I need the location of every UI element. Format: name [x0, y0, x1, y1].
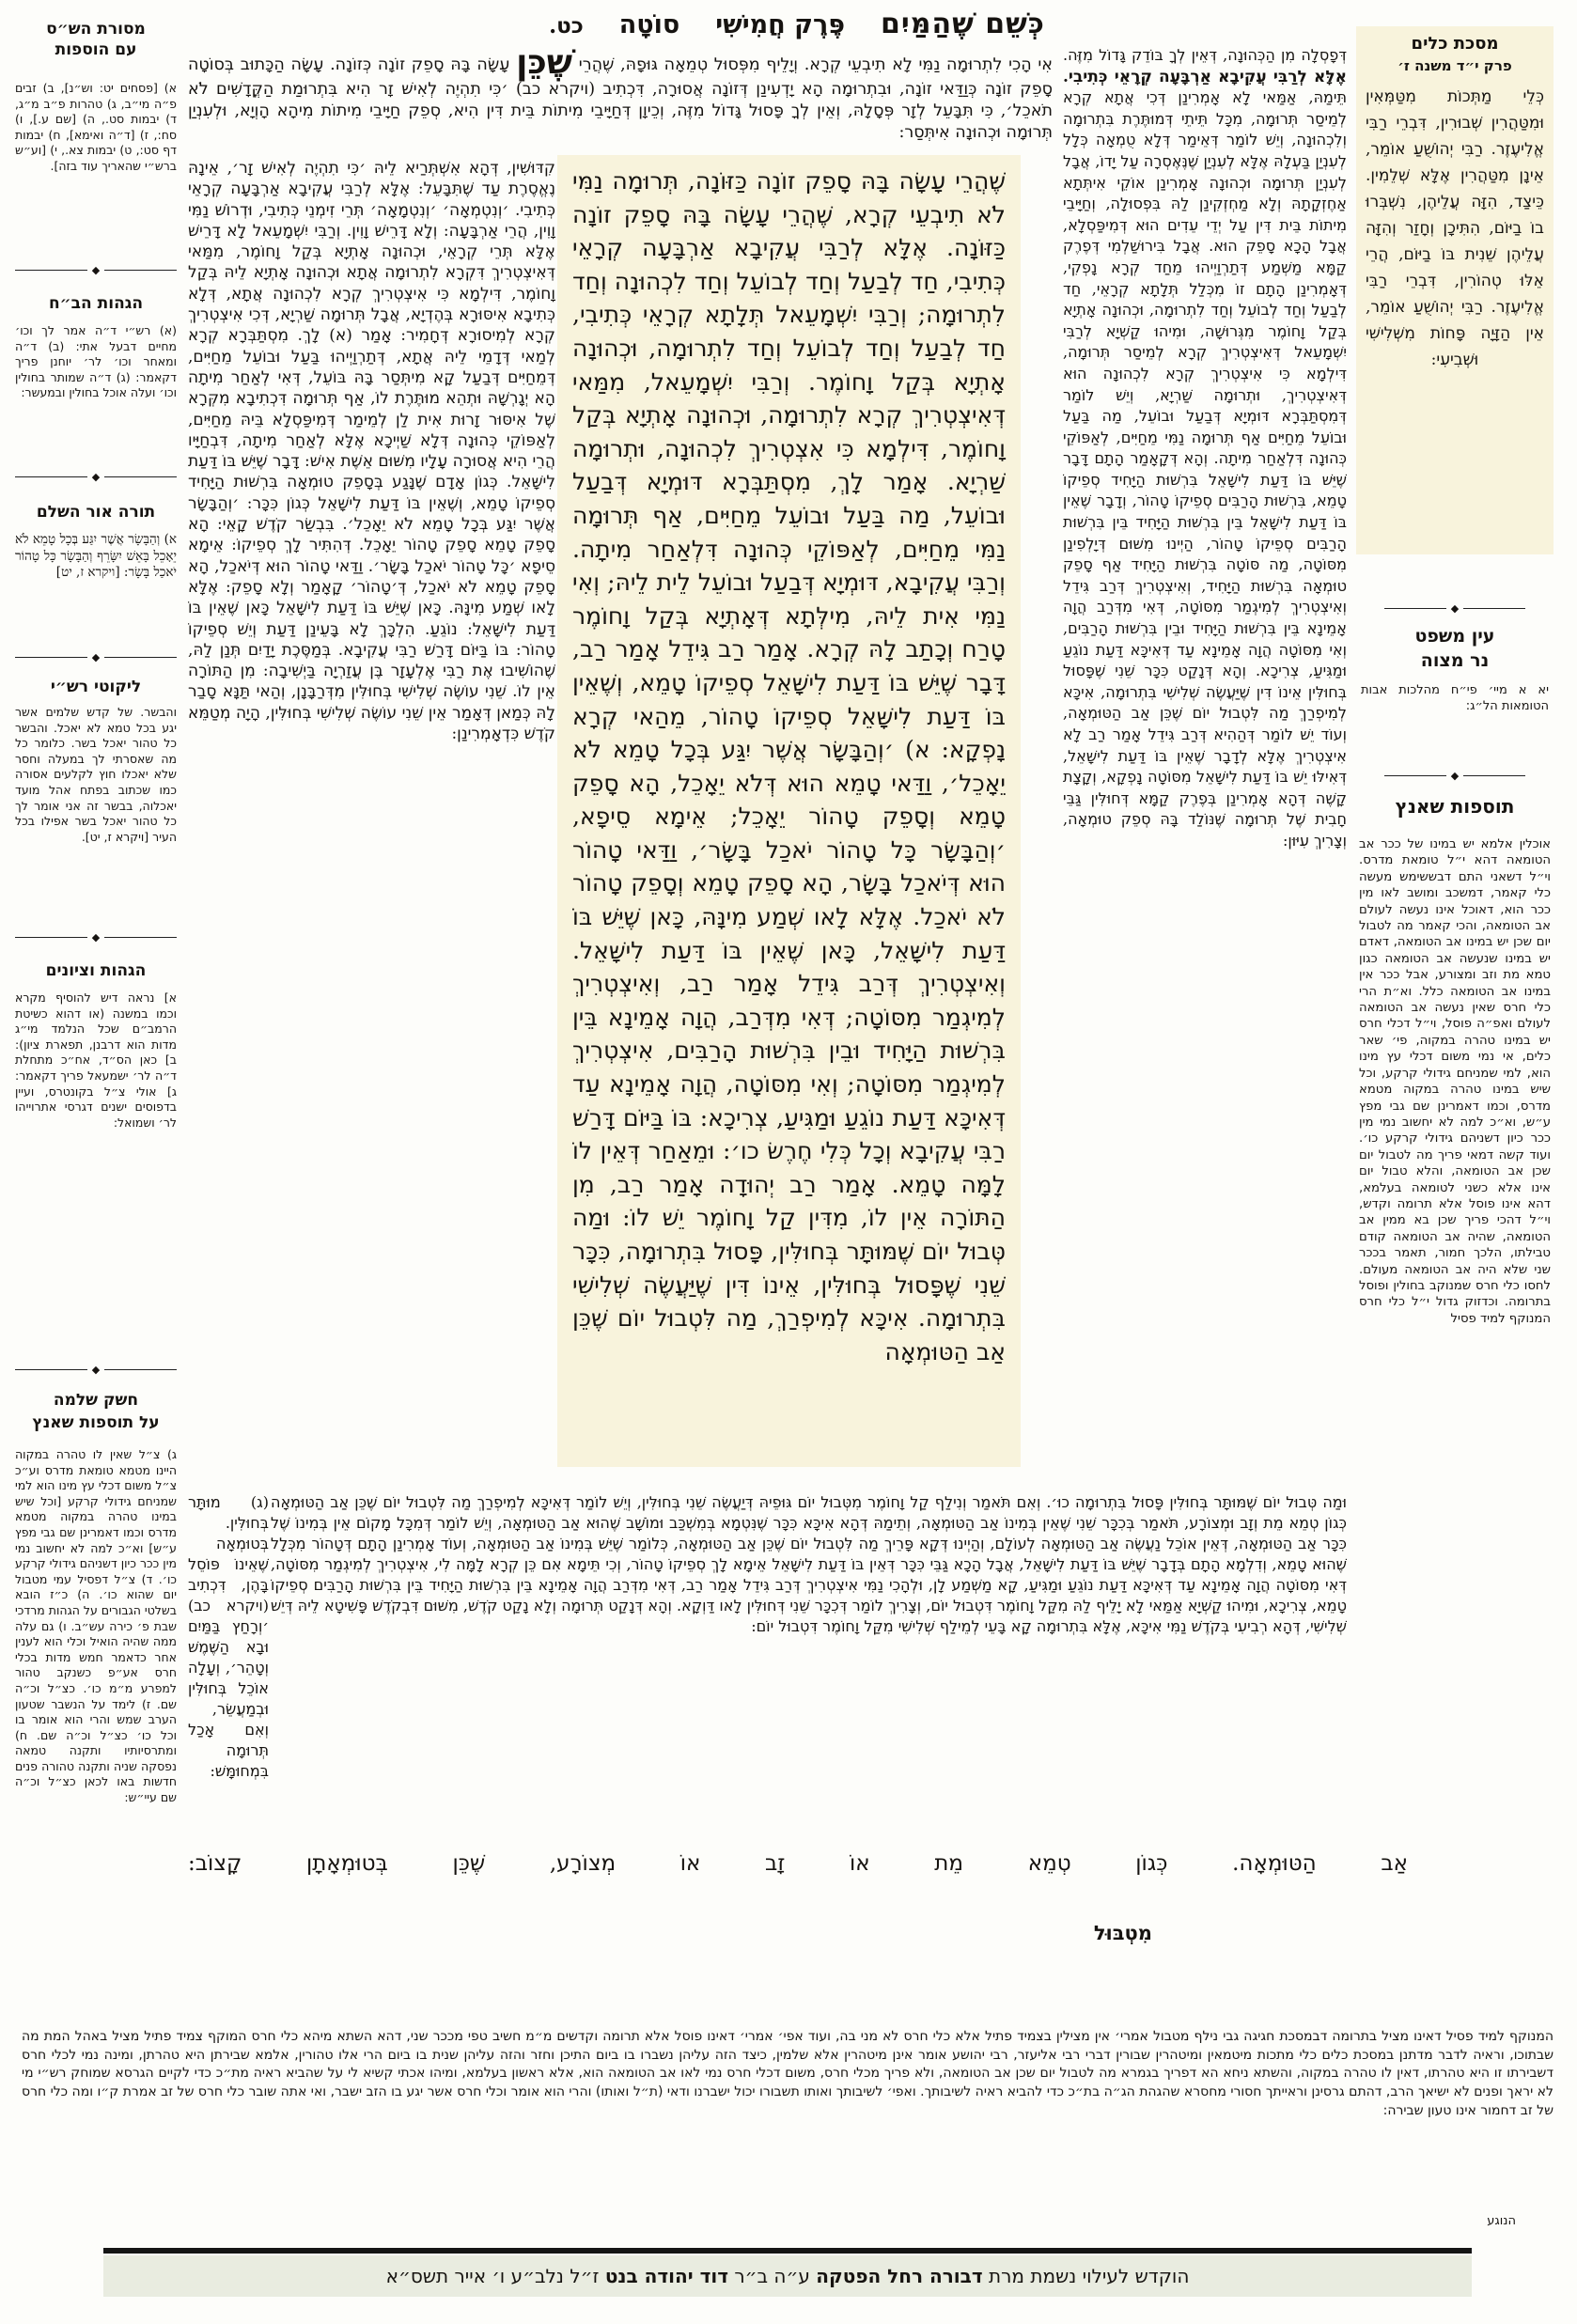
mishnah-box-title: מסכת כלים	[1411, 34, 1499, 54]
likutei-rashi-text: והבשר. של קדש שלמים אשר יגע בכל טמא לא יאכל. והבשר כל טהור יאכל בשר. כלומר כל מה שאסרתי לך במעלה וחסר שלא יאכלו חוץ לקלעים אסורה כמו שכתוב בפתח אהל מועד יאכלוה, בבשר זה אני אומר לך כל טהור יאכל בשר אפילו בכל העיר [ויקרא ז, יט].	[15, 705, 177, 844]
torah-or-text: א) וְהַבָּשָׂר אֲשֶׁר יִגַּע בְּכָל טָמֵא לֹא יֵאָכֵל בָּאֵשׁ יִשָּׂרֵף וְהַבָּשָׂר כָּל טָהוֹר יֹאכַל בָּשָׂר: [ויקרא ז, יט]	[15, 532, 177, 580]
mishnah-kelim-box	[1356, 26, 1554, 554]
dedication-name-1: דבורה רחל הפטקה	[816, 2265, 983, 2287]
tosafot-spillover: דְּפָסְלָה מִן הַכְּהוּנָה, דְּאֵין לְךָ בּוֹדֵק גָּדוֹל מִזֶּה.	[1063, 46, 1347, 64]
dedication-text	[386, 2265, 1190, 2287]
rashi-opening-lemma-rest: עָשָׂה בָּהּ סָפֵק זוֹנָה כְּזוֹנָה. עָשָׂה הַכָּתוּב בְּסוֹטָה סָפֵק זוֹנָה כְּוַדַּאי זוֹנָה, וּבִתְרוּמָה הָא יָדְעִינַן דְּזוֹנָה אֲסוּרָה, דִּכְתִיב (ויקרא כב) ׳כִּי תִהְיֶה לְאִישׁ זָר הִיא בִּתְרוּמַת הַקֳּדָשִׁים לֹא תֹאכֵל׳, כִּי תִּבָּעֵל לְזָר פְּסָלָהּ, וְאֵין לְךָ פָּסוּל גָּדוֹל מִזֶּה, וְכֵיוָן דְּחַיָּיבֵי מִיתוֹת בֵּית דִּין הִיא, סְפֵק חַיָּיבֵי מִיתוֹת מִיהָא הָוְיָא, וּלְעִנְיַן תְּרוּמָה וּכְהוּנָה אִיתְּסַר:	[188, 55, 1053, 142]
ornament-icon: ◆	[91, 265, 101, 275]
daf-number: כט.	[549, 13, 584, 39]
ornament-divider	[15, 652, 177, 663]
gemara-box	[557, 155, 1021, 1467]
hagahot-habach-header: הגהות הב״ח	[48, 294, 144, 313]
tosfot-shantz-column: אוכלין אלמא יש במינו של ככר אב הטומאה דהא י״ל טומאת מדרס. וי״ל דשאני התם דבששימש מעשה כלי קאמר, דמשכב ומושב לאו מין ככר הוא, דאוכל אינו נעשה לעולם אב הטומאה, והכי קאמר מה לטבול יום שכן יש במינו אב הטומאה, דאדם יש במינו שנעשה אב הטומאה כגון טמא מת וזב ומצורע, אבל ככר אין במינו אב הטומאה כלל. וא״ת הרי כלי חרס שאין נעשה אב הטומאה לעולם ואפ״ה פוסל, וי״ל דכלי חרס יש במינו טהרה במקוה, פי׳ שאר כלים, אי נמי משום דכלי עץ מינו הוא, למי שמניחם גידולי קרקע, וכל שיש במינו טהרה במקוה מטמא מדרס, וכמו דאמרינן שם גבי מפץ ע״ש, וא״כ למה לא יחשוב נמי מין ככר כיון דשניהם גידולי קרקע כו׳. ועוד קשה דמאי פריך מה לטבול יום שכן אב הטומאה, והלא טבול יום אינו אלא כשני לטומאה בעלמא, דהא אינו פוסל אלא תרומה וקדש, וי״ל דהכי פריך שכן בא ממין אב הטומאה, שהיה אב הטומאה קודם טבילתו, הלכך חמור, תאמר בככר שני שלא היה אב הטומאה מעולם. לחסו כלי חרס שמנוקב בחולין ופוסל בתרומה. וכדזוק גדול י״ל כלי חרס המנוקף למיד פסיל	[1359, 837, 1551, 1326]
hagahot-habach-text: (א) רש״י ד״ה אמר לך וכו׳ מחיים דבעל אתי: (ב) ד״ה ומאחר וכו׳ לר׳ יוחנן פריך דקאמר: (ג) ד״ה שמותר בחולין וכו׳ ועלה אוכל בחולין ובמעשר:	[15, 323, 177, 400]
mesoret-hashas-header	[15, 19, 177, 60]
dedication-rule	[103, 2248, 1472, 2254]
dedication-name-2: דוד יהודה בנט	[604, 2265, 728, 2287]
ornament-icon: ◆	[91, 652, 101, 663]
rashi-header-band	[188, 45, 1053, 152]
bottom-catchword: הנוגע	[1487, 2214, 1516, 2228]
tosafot-bottom-block: וּמַה טְּבוּל יוֹם שֶׁמּוּתָּר בְּחוּלִּין פָּסוּל בִּתְרוּמָה כוּ׳. וְאִם תֹּאמַר וְנִילַף קַל וָחוֹמֶר מִטְּבוּל יוֹם גּוּפֵיהּ דְּיַעֲשֶׂה שֵׁנִי בְּחוּלִּין, וְיֵשׁ לוֹמַר דְּאִיכָּא לְמִיפְרַךְ מַה לִּטְבוּל יוֹם שֶׁכֵּן אַב הַטּוּמְאָה כְּגוֹן טְמֵא מֵת וְזָב וּמְצוֹרָע, תֹּאמַר בְּכִכָּר שֵׁנִי שֶׁאֵין בְּמִינוֹ אַב הַטּוּמְאָה, וְתֵימַהּ דְּהָא אִיכָּא כִּכָּר שֶׁנִּטְמָא בְּמִשְׁכַּב וּמוֹשָׁב שֶׁהוּא אַב הַטּוּמְאָה, וְיֵשׁ לוֹמַר דְּמִכָּל מָקוֹם אֵין בְּמִינוֹ שֶׁל כִּכָּר אַב הַטּוּמְאָה, דְּאֵין אוֹכֵל נַעֲשֶׂה אַב הַטּוּמְאָה לְעוֹלָם, וְהַיְינוּ דְּקָא פָּרֵיךְ מַה לִּטְבוּל יוֹם שֶׁכֵּן אַב הַטּוּמְאָה, כְּלוֹמַר שֶׁיֵּשׁ בְּמִינוֹ אַב הַטּוּמְאָה, וְעוֹד אָמְרִינַן הָתָם דְּטָהוֹר מִכְּלָל שֶׁהוּא טָמֵא, וְדִלְמָא הָתָם בְּדָבָר שֶׁיֵּשׁ בּוֹ דַּעַת לִישָּׁאֵל, אֲבָל הָכָא גַּבֵּי כִּכָּר דְּאֵין בּוֹ דַּעַת לִישָּׁאֵל אֵימָא לָךְ סְפֵיקוֹ טָהוֹר, וְכִי תֵּימָא אִם כֵּן קְרָא לָמָּה לִי, אִיצְטְרִיךְ לְמִיגְמַר מִסּוֹטָה, דְּאִי מִסּוֹטָה הֲוָה אָמֵינָא עַד דְּאִיכָּא דַּעַת נוֹגֵעַ וּמַגִּיעַ, קָא מַשְׁמַע לָן, וּלְהָכִי נַמִּי אִיצְטְרִיךְ דְּרַב גִּידֵל אָמַר רַב, דְּאִי מִדְּרַב הֲוָה אָמֵינָא בֵּין בִּרְשׁוּת הַיָּחִיד בֵּין בִּרְשׁוּת הָרַבִּים סְפֵיקוֹ טָמֵא, צְרִיכָא, וּמִיהוּ קַשְׁיָא אַמַּאי לָא יָלֵיף לַהּ מִקַּל וָחוֹמֶר דִּטְבוּל יוֹם, וְצָרִיךְ לוֹמַר דְּכִכָּר שֵׁנִי דְּחוּלִּין לָאו דַּוְקָא. וְהָא דְּנָקַט תְּרוּמָה וְלָא נָקַט קֹדֶשׁ, מִשּׁוּם דִּבְקֹדֶשׁ פָּשִׁיטָא לֵיהּ דְּיֵשׁ שְׁלִישִׁי, דְּהָא רְבִיעִי בְּקֹדֶשׁ נַמִּי אִיכָּא, אֶלָּא בִּתְרוּמָה קָא בָּעֵי לְמֵילַף שְׁלִישִׁי מִקַּל וָחוֹמֶר דִּטְבוּל יוֹם:	[271, 1493, 1347, 1635]
cheshek-shlomo-title-2: על תוספות שאנץ	[32, 1413, 160, 1432]
dedication-middle: ע״ה ב״ר	[727, 2265, 817, 2287]
mesoret-hashas-text: א) [פסחים יט: וש״נ], ב) זבים פ״ה מי״ב, ג) טהרות פ״ב מ״ג, ד) יבמות סט., ה) [שם ע.], ו) סח:, ז) [ד״ה ואימא], ח) יבמות דף סט:, ט) יבמות צא., י) [וע״ש ברש״י שהאריך עוד בזה].	[15, 81, 177, 173]
ornament-divider	[1384, 771, 1525, 781]
cheshek-shlomo-title-1: חשק שלמה	[53, 1391, 139, 1410]
ornament-divider	[15, 472, 177, 482]
ornament-divider	[15, 1365, 177, 1375]
ornament-icon: ◆	[1450, 603, 1460, 614]
tosafot-column	[1063, 45, 1347, 1489]
masechet-label: סוֹטָה	[618, 10, 680, 39]
ein-mishpat-header	[1356, 624, 1554, 673]
rashi-final-line: אַב הַטּוּמְאָה. כְּגוֹן טְמֵא מֵת אוֹ זָב אוֹ מְצוֹרָע, שֶׁכֵּן בְּטוּמְאָתָן קָצוֹב:	[188, 1851, 1408, 1876]
ornament-icon: ◆	[1450, 771, 1460, 781]
mishnah-box-subtitle: פרק י״ד משנה ז׳	[1397, 57, 1512, 74]
tosafot-opening-lemma: אֶלָּא לְרַבִּי עֲקִיבָא אַרְבָּעָה קְרָאֵי כְּתִיבִי.	[1063, 67, 1347, 86]
ornament-icon: ◆	[91, 1365, 101, 1375]
dedication-prefix: הוקדש לעילוי נשמת מרת	[982, 2265, 1190, 2287]
ornament-icon: ◆	[91, 932, 101, 943]
mesoret-hashas-title-2: עם הוספות	[55, 40, 137, 59]
rashi-opening-word: שֶׁכֵּן	[516, 45, 573, 82]
page-header	[468, 8, 1126, 45]
ornament-divider	[1384, 603, 1525, 614]
hagahot-vetziyunim-text: א] נראה דיש להוסיף מקרא וכמו במשנה (או דהוא כשיטת הרמב״ם שכל הנלמד מי״ג מדות הוא דרבנן, תפארת ציון): ב] כאן הס״ד, אח״כ מתחלת ד״ה לר׳ ישמעאל פריך דקאמר: ג] אולי צ״ל בקונטרס, ועיין בדפוסים ישנים דגרסי אתרוייהו לר׳ ושמואל:	[15, 990, 177, 1130]
tosfot-shantz-header: תוספות שאנץ	[1395, 795, 1515, 818]
chapter-title: כְּשֵׁם שֶׁהַמַּיִם	[881, 8, 1045, 40]
dedication-suffix: ז״ל נלב״ע ו׳ אייר תשס״א	[385, 2265, 605, 2287]
perek-label: פֶּרֶק חֲמִישִׁי	[715, 10, 846, 39]
torah-or-header: תורה אור השלם	[36, 503, 156, 522]
gemara-catchword: מִטְבּוּל	[1093, 1921, 1152, 1944]
gemara-text: שֶׁהֲרֵי עָשָׂה בָּהּ סָפֵק זוֹנָה כַּזּוֹנָה, תְּרוּמָה נַמִּי לֹא תִיבְעֵי קְרָא, שֶׁהֲרֵי עָשָׂה בָּהּ סָפֵק זוֹנָה כַּזּוֹנָה. אֶלָּא לְרַבִּי עֲקִיבָא אַרְבָּעָה קְרָאֵי כְּתִיבִי, חַד לְבַעַל וְחַד לְבוֹעֵל וְחַד לִכְהוּנָה וְחַד לִתְרוּמָה; וְרַבִּי יִשְׁמָעֵאל תְּלָתָא קְרָאֵי כְּתִיבִי, חַד לְבַעַל וְחַד לְבוֹעֵל וְחַד לִתְרוּמָה, וּכְהוּנָה אָתְיָא בְּקַל וָחוֹמֶר. וְרַבִּי יִשְׁמָעֵאל, מִמַּאי דְּאִיצְטְרִיךְ קְרָא לִתְרוּמָה, וּכְהוּנָה אָתְיָא בְּקַל וָחוֹמֶר, דִּילְמָא כִּי אִצְטְרִיךְ לִכְהוּנָה, וּתְרוּמָה שַׁרְיָא. אָמַר לָךְ, מִסְתַּבְּרָא דּוּמְיָא דְּבַעַל וּבוֹעֵל, מַה בַּעַל וּבוֹעֵל מֵחַיִּים, אַף תְּרוּמָה נַמִּי מֵחַיִּים, לְאַפּוֹקֵי כְּהוּנָה דִּלְאַחַר מִיתָה. וְרַבִּי עֲקִיבָא, דּוּמְיָא דְּבַעַל וּבוֹעֵל לֵית לֵיהּ; וְאִי נַמִּי אִית לֵיהּ, מִילְּתָא דְּאָתְיָא בְּקַל וָחוֹמֶר טָרַח וְכָתַב לָהּ קְרָא. אָמַר רַב גִּידֵל אָמַר רַב, דָּבָר שֶׁיֵּשׁ בּוֹ דַּעַת לִישָּׁאֵל סְפֵיקוֹ טָמֵא, וְשֶׁאֵין בּוֹ דַּעַת לִישָּׁאֵל סְפֵיקוֹ טָהוֹר, מֵהַאי קְרָא נָפְקָא: א) ׳וְהַבָּשָׂר אֲשֶׁר יִגַּע בְּכָל טָמֵא לֹא יֵאָכֵל׳, וַדַּאי טָמֵא הוּא דְּלֹא יֵאָכֵל, הָא סָפֵק טָמֵא וְסָפֵק טָהוֹר יֵאָכֵל; אֵימָא סֵיפָא, ׳וְהַבָּשָׂר כָּל טָהוֹר יֹאכַל בָּשָׂר׳, וַדַּאי טָהוֹר הוּא דְּיֹאכַל בָּשָׂר, הָא סָפֵק טָמֵא וְסָפֵק טָהוֹר לֹא יֹאכַל. אֶלָּא לָאו שְׁמַע מִינָּהּ, כָּאן שֶׁיֵּשׁ בּוֹ דַּעַת לִישָּׁאֵל, כָּאן שֶׁאֵין בּוֹ דַּעַת לִישָּׁאֵל. וְאִיצְטְרִיךְ דְּרַב גִּידֵל אָמַר רַב, וְאִיצְטְרִיךְ לְמִיגְמַר מִסּוֹטָה; דְּאִי מִדְּרַב, הֲוָה אָמֵינָא בֵּין בִּרְשׁוּת הַיָּחִיד וּבֵין בִּרְשׁוּת הָרַבִּים, אִיצְטְרִיךְ לְמִיגְמַר מִסּוֹטָה; וְאִי מִסּוֹטָה, הֲוָה אָמֵינָא עַד דְּאִיכָּא דַּעַת נוֹגֵעַ וּמַגִּיעַ, צְרִיכָא: בּוֹ בַּיּוֹם דָּרַשׁ רַבִּי עֲקִיבָא וְכָל כְּלִי חֶרֶשׂ כו׳: וּמֵאַחַר דְּאֵין לוֹ לָמָּה טָמֵא. אָמַר רַב יְהוּדָה אָמַר רַב, מִן הַתּוֹרָה אֵין לוֹ, מִדִּין קַל וָחוֹמֶר יֵשׁ לוֹ: וּמַה טְּבוּל יוֹם שֶׁמּוּתָּר בְּחוּלִּין, פָּסוּל בִּתְרוּמָה, כִּכָּר שֵׁנִי שֶׁפָּסוּל בְּחוּלִּין, אֵינוֹ דִּין שֶׁיַּעֲשֶׂה שְׁלִישִׁי בִּתְרוּמָה. אִיכָּא לְמִיפְרַךְ, מַה לִּטְבוּל יוֹם שֶׁכֵּן אַב הַטּוּמְאָה	[572, 167, 1006, 1365]
rashi-side-strip: (ג) מוּתָּר בְּחוּלִּין. בְּטוּמְאָה שֶׁאֵינוֹ פּוֹסֵל בָּהֶן, דִּכְתִיב (ויקרא כב) ׳וְרָחַץ בַּמַּיִם וּבָא הַשֶּׁמֶשׁ וְטָהֵר׳, וְעָלָה אוֹכֵל בְּחוּלִּין וּבְמַעֲשֵׂר, וְאִם אָכַל תְּרוּמָה בִּמְחוּמָּשׁ:	[188, 1493, 269, 1780]
likutei-rashi-header: ליקוטי רש״י	[50, 678, 142, 696]
tosafot-body: תֵּימַהּ, אַמַּאי לָא אָמְרִינַן דְּכִי אֲתָא קְרָא לְמֵיסַר תְּרוּמָה, מִכָּל תֵּיתֵי דְּמוּתֶּרֶת בִּתְרוּמָה וְלִכְהוּנָה, וְיֵשׁ לוֹמַר דְּאֵימַר דְּלָא טֻמְאָה כְּלָל לְעִנְיַן בַּעְלָהּ אֶלָּא לְעִנְיַן שֶׁנֶּאֶסְרָה עַל יָדוֹ, אֲבָל לְעִנְיַן תְּרוּמָה וּכְהוּנָה אָמְרִינַן אוֹקֵי אִיתְּתָא אַחֶזְקָתָהּ וְלָא מַחְזְקִינַן לַהּ בִּפְסוּלָה, וְחַיָּיבֵי מִיתוֹת בֵּית דִּין עַל יְדֵי עֵדִים הוּא דְּמִיפַּסְלָא, אֲבָל הָכָא סָפֵק הוּא. אֲבָל בִּירוּשַׁלְמִי דְּפֶרֶק קַמָּא מַשְׁמַע דְּתַרְוַיְיהוּ מֵחַד קְרָא נָפְקִי, דְּאָמְרִינַן הָתָם זוֹ מִכְּלַל תְּלָתָא קְרָאֵי, חַד לְבַעַל וְחַד לְבוֹעֵל וְחַד לִתְרוּמָה, וּכְהוּנָה אָתְיָא בְּקַל וָחוֹמֶר מִגְּרוּשָׁה, וּמִיהוּ קַשְׁיָא לְרַבִּי יִשְׁמָעֵאל דְּאִיצְטְרִיךְ קְרָא לְמֵיסַר תְּרוּמָה, דִּילְמָא כִּי אִיצְטְרִיךְ קְרָא לִכְהוּנָה הוּא דְּאִיצְטְרִיךְ, וּתְרוּמָה שַׁרְיָא, וְיֵשׁ לוֹמַר דְּמִסְתַּבְּרָא דּוּמְיָא דְּבַעַל וּבוֹעֵל, מַה בַּעַל וּבוֹעֵל מֵחַיִּים אַף תְּרוּמָה נַמִּי מֵחַיִּים, לְאַפּוֹקֵי כְּהוּנָה דִּלְאַחַר מִיתָה. וְהָא דְּקָאָמַר הָתָם דָּבָר שֶׁיֵּשׁ בּוֹ דַּעַת לִישָּׁאֵל בִּרְשׁוּת הַיָּחִיד סְפֵיקוֹ טָמֵא, בִּרְשׁוּת הָרַבִּים סְפֵיקוֹ טָהוֹר, וְדָבָר שֶׁאֵין בּוֹ דַּעַת לִישָּׁאֵל בֵּין בִּרְשׁוּת הַיָּחִיד בֵּין בִּרְשׁוּת הָרַבִּים סְפֵיקוֹ טָהוֹר, הַיְינוּ מִשּׁוּם דְּיָלְפִינַן מִסּוֹטָה, מַה סּוֹטָה בִּרְשׁוּת הַיָּחִיד אַף סָפֵק טוּמְאָה בִּרְשׁוּת הַיָּחִיד, וְאִיצְטְרִיךְ דְּרַב גִּידֵל וְאִיצְטְרִיךְ לְמִיגְמַר מִסּוֹטָה, דְּאִי מִדְּרַב הֲוָה אָמֵינָא בֵּין בִּרְשׁוּת הַיָּחִיד וּבֵין בִּרְשׁוּת הָרַבִּים, וְאִי מִסּוֹטָה הֲוָה אָמֵינָא עַד דְּאִיכָּא דַּעַת נוֹגֵעַ וּמַגִּיעַ, צְרִיכָא. וְהָא דְּנָקַט כִּכָּר שֵׁנִי שֶׁפָּסוּל בְּחוּלִּין אֵינוֹ דִּין שֶׁיַּעֲשֶׂה שְׁלִישִׁי בִּתְרוּמָה, אִיכָּא לְמִיפְרַךְ מַה לִּטְבוּל יוֹם שֶׁכֵּן אַב הַטּוּמְאָה, וְעוֹד יֵשׁ לוֹמַר דְּהַהִיא דְּרַב גִּידֵל אָמַר רַב לָא אִיצְטְרִיךְ אֶלָּא לְדָבָר שֶׁאֵין בּוֹ דַּעַת לִישָּׁאֵל, דְּאִילּוּ יֵשׁ בּוֹ דַּעַת לִישָּׁאֵל מִסּוֹטָה נָפְקָא, וְקָצָת קָשֶׁה דְּהָא אָמְרִינַן בְּפֶרֶק קַמָּא דְּחוּלִּין גַּבֵּי חָבִית שֶׁל תְּרוּמָה שֶׁנּוֹלַד בָּהּ סְפֵק טוּמְאָה, וְצָרִיךְ עִיּוּן:	[1063, 88, 1347, 850]
cheshek-shlomo-header	[15, 1389, 177, 1434]
ornament-icon: ◆	[91, 472, 101, 482]
mesoret-hashas-title-1: מסורת הש״ס	[46, 20, 146, 39]
hagahot-vetziyunim-header: הגהות וציונים	[45, 961, 147, 980]
ein-mishpat-title-1: עין משפט	[1414, 626, 1495, 647]
tosfot-shantz-bottom-block: המנוקף למיד פסיל דאינו מציל בתרומה דבמסכת חגיגה גבי נילף מטבול אמרי׳ אין מצילין בצמיד פתיל אלא כלי חרס לא מני בה, ועוד אפי׳ אמרי׳ דאינו פוסל אלא תרומה וקדשים מ״מ חשיב טפי מככר שני, דהא השתא מיהא כלי חרס המוקף צמיד פתיל מציל באהל המת מה שבתוכו, וראיה לדבר מדתנן במסכת כלים כלי מתכות מיטמאין ומיטהרין שבורין דברי רבי אליעזר, רבי יהושע אומר אינן מיטהרין אלא שלמין, כיצד הזה עליהן נשברו בו ביום התיכן וחזר והזה עליהן שנית בו ביום הרי אלו טהורין, אלמא שבירתן היא טהרתן, ומינה נמי לכלי חרס דשבירתו זו היא טהרתו, דאין לו טהרה במקוה, והשתא ניחא הא דפריך בגמרא מה לטבול יום שכן אב הטומאה, ולא פריך מכלי חרס, משום דכלי חרס נמי לאו אב הטומאה הוא, אלא ראשון בעלמא, ומיהו אכתי קשיא לי על שהביא ראיה מת״כ כדי לקיים הגרסא שמוחק רש״י מי לא יראך ופנים לא ישיאך הרב, דהתם גרסינן וראייתך חסורי מחסרא שהגהת הג״ה בת״כ כדי להביא ראיה לשיבותך. ואפי׳ לשיבותך ואותו תשבורו יכול ישברנו ודאי (ת״ל ואותו) והרי הוא אומר וכלי חרס אשר יגע בו הזב ישבר, ואי אתה שובר כלי חרס של זב אמרת ק״ו ומה כלי חרס של זב דחמור אינו טעון שבירה:	[22, 2029, 1554, 2118]
ein-mishpat-entry: יא א מיי׳ פי״ח מהלכות אבות הטומאות הל״ג:	[1361, 683, 1549, 713]
rashi-column: קִדּוּשִׁין, דְּהָא אִשְׁתְּרַיא לֵיהּ ׳כִּי תִהְיֶה לְאִישׁ זָר׳, אֵינָהּ נֶאֱסֶרֶת עַד שֶׁתִּבָּעֵל: אֶלָּא לְרַבִּי עֲקִיבָא אַרְבָּעָה קְרָאֵי כְּתִיבִי. ׳וְנִטְמְאָה׳ ׳וְנִטְמָאָה׳ תְּרֵי זִימְנֵי כְּתִיבִי, וּדְרוֹשׁ נַמִּי וָוִין, הֲרֵי אַרְבָּעָה: וְלָא דָּרֵישׁ וָוִין. וְרַבִּי יִשְׁמָעֵאל לָא דָּרֵישׁ אֶלָּא תְּרֵי קְרָאֵי, וּכְהוּנָה אָתְיָא בְּקַל וָחוֹמֶר, מִמַּאי דְּאִיצְטְרִיךְ דִּקְרָא לִתְרוּמָה אֲתָא וּכְהוּנָה אָתְיָא לֵיהּ בְּקַל וָחוֹמֶר, דִּילְמָא כִּי אִיצְטְרִיךְ קְרָא לִכְהוּנָה אֲתָא, דְּלָא כְּתִיבָא אִיסּוּרָא בְּהֶדְיָא, אֲבָל תְּרוּמָה שַׁרְיָא, דְּכִי אִיצְטְרִיךְ קְרָא לְמִיסוּרָא דְּחָמִיר: אָמַר (א) לָךְ. מִסְתַּבְּרָא קְרָא לְמַאי דְּדָמֵי לֵיהּ אֲתָא, דְּתַרְוַיְיהוּ בַּעַל וּבוֹעֵל מֵחַיִּים, דְּמֵחַיִּים דְּבַעַל קָא מִיתְּסַר בָּהּ בּוֹעֵל, דְּאִי לְאַחַר מִיתָה הָא יְגָרְשָׁהּ וּתְהֵא מוּתֶּרֶת לוֹ, אַף תְּרוּמָה דִּכְתִיבָא מִקְּרָא שֶׁל אִיסּוּר זָרוּת אִית לַן לְמֵימַר דְּמִיפַּסְלָא בֵּיהּ מֵחַיִּים, לְאַפּוֹקֵי כְּהוּנָה דְּלָא שַׁיְיכָא אֶלָּא לְאַחַר מִיתָה, דִּבְחַיָּיו הֲרֵי הִיא אֲסוּרָה עָלָיו מִשּׁוּם אֵשֶׁת אִישׁ: דָּבָר שֶׁיֵּשׁ בּוֹ דַּעַת לִישָּׁאֵל. כְּגוֹן אָדָם שֶׁנָּגַע בְּסָפֵק טוּמְאָה בִּרְשׁוּת הַיָּחִיד סְפֵיקוֹ טָמֵא, וְשֶׁאֵין בּוֹ דַּעַת לִישָּׁאֵל כְּגוֹן כִּכָּר: ׳וְהַבָּשָׂר אֲשֶׁר יִגַּע בְּכָל טָמֵא לֹא יֵאָכֵל׳. בִּבְשַׂר קֹדֶשׁ קָאֵי: הָא סָפֵק טָמֵא סָפֵק טָהוֹר יֵאָכֵל. דְּהִתִּיר לָךְ סְפֵיקוֹ: אֵימָא סֵיפָא ׳כָּל טָהוֹר יֹאכַל בָּשָׂר׳. וַדַּאי טָהוֹר הוּא דְּיֹאכַל, הָא סָפֵק טָמֵא לֹא יֹאכַל, דְּ׳טָהוֹר׳ קָאָמַר וְלָא סָפֵק: אֶלָּא לָאו שְׁמַע מִינָּהּ. כָּאן שֶׁיֵּשׁ בּוֹ דַּעַת לִישָּׁאֵל כָּאן שֶׁאֵין בּוֹ דַּעַת לִישָּׁאֵל: נוֹגֵעַ. הִלְכָּךְ לָא בָּעֵינַן דַּעַת וְיֵשׁ סְפֵיקוֹ טָהוֹר: בּוֹ בַּיּוֹם דָּרַשׁ רַבִּי עֲקִיבָא. בְּמַסֶּכֶת יָדַיִם תְּנַן לַהּ, שֶׁהוֹשִׁיבוּ אֶת רַבִּי אֶלְעָזָר בֶּן עֲזַרְיָה בַּיְשִׁיבָה: מִן הַתּוֹרָה אֵין לוֹ. שֵׁנִי עוֹשֶׂה שְׁלִישִׁי בְּחוּלִּין מִדְּרַבָּנָן, וְהַאי תַּנָּא סָבַר לָהּ כְּמַאן דְּאָמַר אֵין שֵׁנִי עוֹשֶׂה שְׁלִישִׁי בְּחוּלִּין, הָיָה מְטַמֵּא קֹדֶשׁ כִּדְאָמְרִינַן:	[188, 159, 555, 744]
mishnah-box-text: כְּלֵי מַתְּכוֹת מִטַּמְּאִין וּמִטַּהֲרִין שְׁבוּרִין, דִּבְרֵי רַבִּי אֱלִיעֶזֶר. רַבִּי יְהוֹשֻׁעַ אוֹמֵר, אֵינָן מִטַּהֲרִין אֶלָּא שְׁלֵמִין. כֵּיצַד, הִזָּה עֲלֵיהֶן, נִשְׁבְּרוּ בוֹ בַיּוֹם, הִתִּיכָן וְחָזַר וְהִזָּה עֲלֵיהֶן שֵׁנִית בּוֹ בַיּוֹם, הֲרֵי אֵלּוּ טְהוֹרִין, דִּבְרֵי רַבִּי אֱלִיעֶזֶר. רַבִּי יְהוֹשֻׁעַ אוֹמֵר, אֵין הַזָּיָה פָּחוֹת מִשְּׁלִישִׁי וּשְׁבִיעִי:	[1366, 87, 1544, 369]
ornament-divider	[15, 265, 177, 275]
ein-mishpat-title-2: נר מצוה	[1420, 650, 1490, 671]
dedication-bar	[103, 2255, 1472, 2297]
rashi-spillover: אִי הָכִי לִתְרוּמָה נַמִּי לָא תִיבְעֵי קְרָא. וְיָלֵיף מִפְּסוּל טְמֵאָה גּוּפָהּ, שֶׁהֲרֵי	[572, 55, 1053, 74]
ornament-divider	[15, 932, 177, 943]
cheshek-shlomo-text: ג) צ״ל שאין לו טהרה במקוה היינו מטמא טומאת מדרס וע״כ צ״ל משום דכלי עץ מינו הוא למי שמניחם גידולי קרקע [וכל שיש במינו טהרה במקוה מטמא מדרס וכמו דאמרינן שם גבי מפץ ע״ש] וא״כ למה לא יחשוב נמי מין ככר כיון דשניהם גידולי קרקע כו׳. ד) צ״ל דפסיל עמי מטבול יום שהוא כו׳. ה) כ״ז הובא בשלטי הגבורים על הגהות מרדכי שבת פ׳ כירה עש״ב. ו) גם עלה ממה שהיה הואיל וכלי הוא לענין אחר כדאמר חמש מדות בכלי חרס אע״פ כשנקב טהור למפרע מ״מ כו׳. כצ״ל וכ״ה שם. ז) לימד על הנשבר שטעון הערב שמש והרי הוא אומר בו וכל כו׳ כצ״ל וכ״ה שם. ח) ומתרסיותיו ותקנה טמאה נפסקה שניה ותקנה טהורה פנים חדשות באו לכאן כצ״ל וכ״ה שם עיי״ש:	[15, 1447, 177, 1805]
